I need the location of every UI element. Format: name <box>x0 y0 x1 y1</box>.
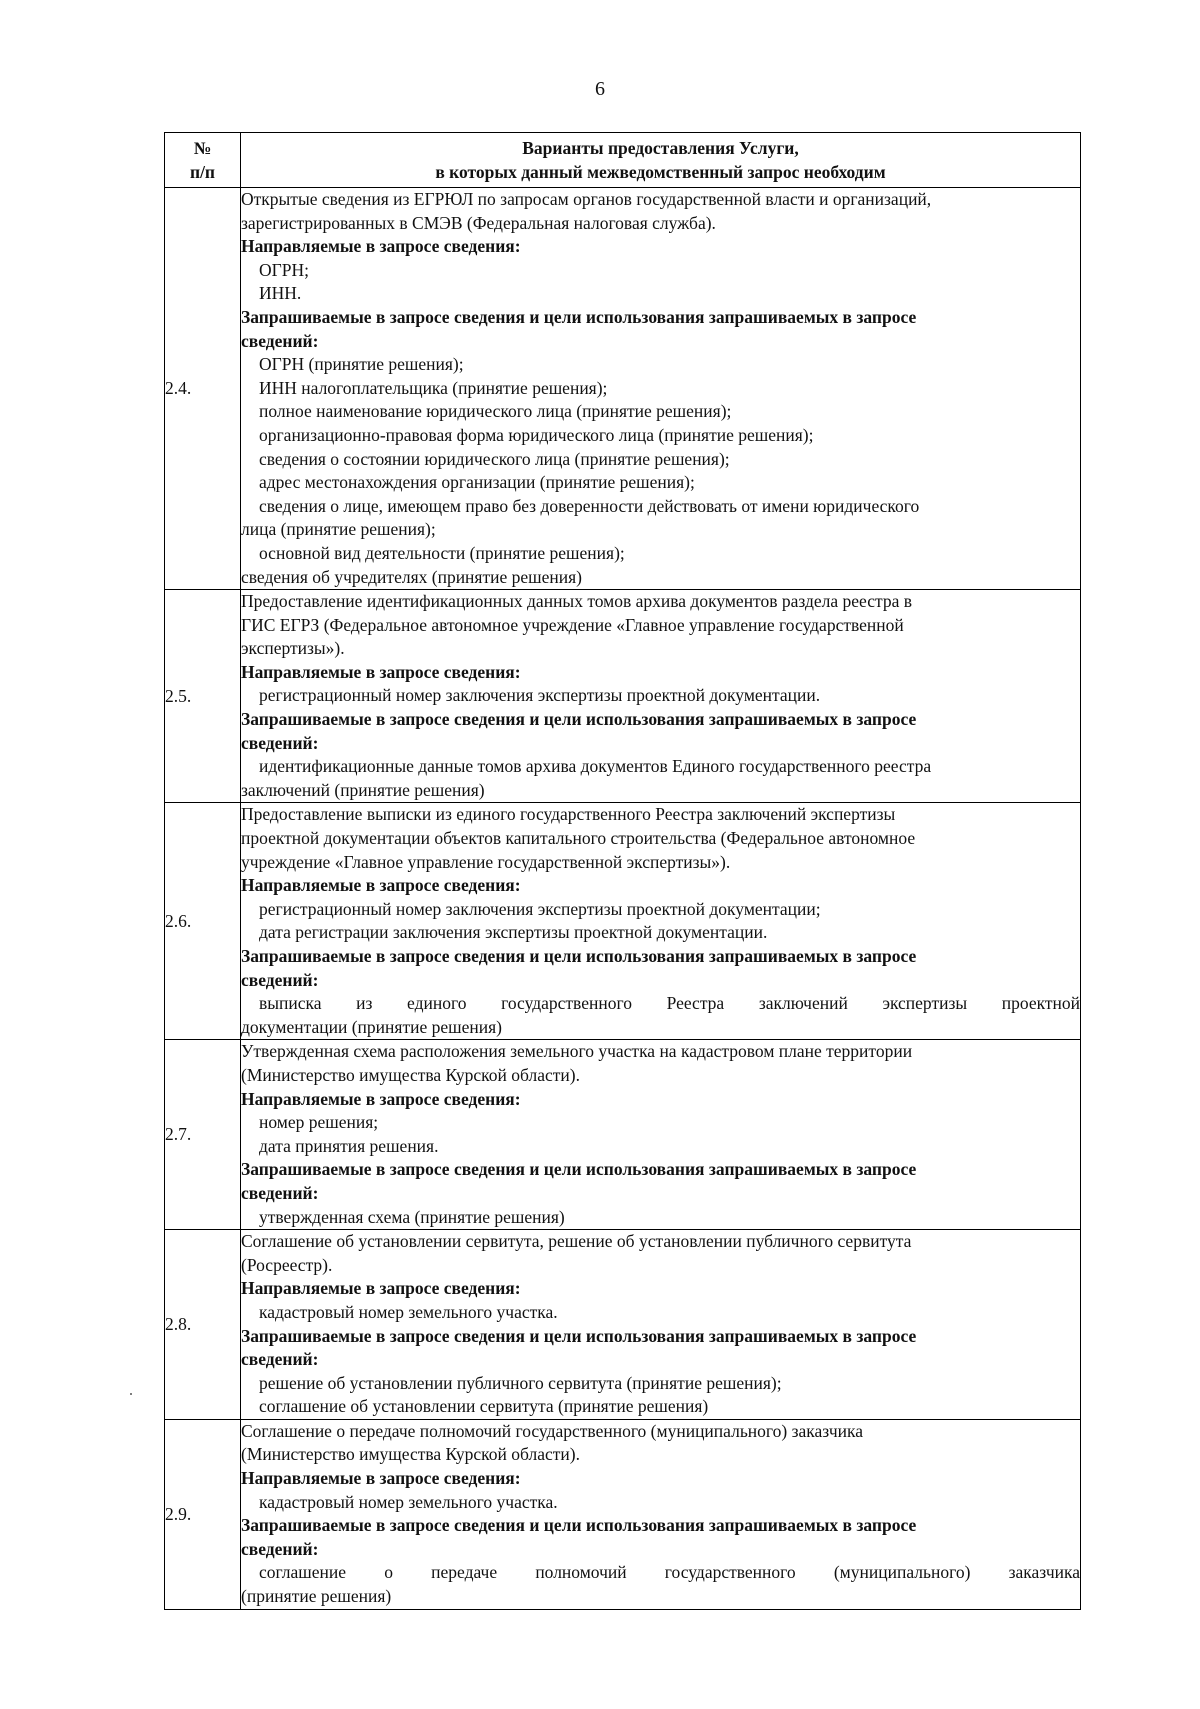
row-intro: (Министерство имущества Курской области). <box>241 1064 580 1085</box>
row-number: 2.5. <box>165 590 241 803</box>
table-row <box>165 1419 1081 1609</box>
requested-heading: сведений: <box>241 1182 319 1203</box>
requested-item: решение об установлении публичного сервитута (принятие решения); <box>259 1372 782 1393</box>
requested-heading: сведений: <box>241 1349 319 1370</box>
table-row <box>165 803 1081 1040</box>
requested-item: адрес местонахождения организации (принятие решения); <box>259 472 695 493</box>
page-number: 6 <box>595 78 605 100</box>
row-content <box>241 1419 1081 1609</box>
requested-item: утвержденная схема (принятие решения) <box>259 1206 565 1227</box>
requested-heading: Запрашиваемые в запросе сведения и цели использования запрашиваемых в запросе <box>241 709 917 730</box>
table-row <box>165 590 1081 803</box>
sent-item: регистрационный номер заключения экспертизы проектной документации; <box>259 898 821 919</box>
services-table <box>164 132 1081 1610</box>
sent-item: регистрационный номер заключения экспертизы проектной документации. <box>259 685 821 706</box>
row-content <box>241 1230 1081 1420</box>
table-header-row <box>165 133 1081 188</box>
row-intro: Соглашение о передаче полномочий государственного (муниципального) заказчика <box>241 1420 864 1441</box>
row-number: 2.6. <box>165 803 241 1040</box>
header-number-line1: № <box>193 138 212 158</box>
table-row <box>165 1230 1081 1420</box>
row-intro: Утвержденная схема расположения земельного участка на кадастровом плане территории <box>241 1041 913 1062</box>
row-number: 2.4. <box>165 188 241 590</box>
header-number-cell <box>165 133 241 188</box>
sent-item: номер решения; <box>259 1112 379 1133</box>
sent-item: кадастровый номер земельного участка. <box>259 1301 558 1322</box>
sent-heading: Направляемые в запросе сведения: <box>241 1278 521 1299</box>
header-number-line2: п/п <box>189 162 216 182</box>
requested-heading: Запрашиваемые в запросе сведения и цели использования запрашиваемых в запросе <box>241 1515 917 1536</box>
requested-item: заключений (принятие решения) <box>241 779 485 800</box>
requested-item: ИНН налогоплательщика (принятие решения); <box>259 377 608 398</box>
row-intro: Открытые сведения из ЕГРЮЛ по запросам органов государственной власти и организаций, <box>241 189 932 209</box>
requested-item: (принятие решения) <box>241 1586 392 1607</box>
sent-heading: Направляемые в запросе сведения: <box>241 1468 521 1489</box>
header-variants-cell <box>241 133 1081 188</box>
requested-item: лица (принятие решения); <box>241 519 436 540</box>
requested-heading: Запрашиваемые в запросе сведения и цели использования запрашиваемых в запросе <box>241 306 917 327</box>
requested-item: основной вид деятельности (принятие решения); <box>259 542 625 563</box>
requested-item: сведения о состоянии юридического лица (принятие решения); <box>259 448 730 469</box>
row-content <box>241 803 1081 1040</box>
row-content <box>241 188 1081 590</box>
requested-item: полное наименование юридического лица (принятие решения); <box>259 401 732 422</box>
sent-item: ОГРН; <box>259 259 309 280</box>
row-content <box>241 590 1081 803</box>
requested-item: соглашение о передаче полномочий государственного (муниципального) заказчика <box>259 1562 1080 1583</box>
row-intro: ГИС ЕГРЗ (Федеральное автономное учреждение «Главное управление государственной <box>241 614 904 635</box>
row-intro: Предоставление идентификационных данных томов архива документов раздела реестра в <box>241 591 913 612</box>
sent-item: дата принятия решения. <box>259 1135 439 1156</box>
sent-heading: Направляемые в запросе сведения: <box>241 875 521 896</box>
sent-item: кадастровый номер земельного участка. <box>259 1491 558 1512</box>
requested-heading: сведений: <box>241 969 319 990</box>
sent-heading: Направляемые в запросе сведения: <box>241 236 521 257</box>
sent-heading: Направляемые в запросе сведения: <box>241 661 521 682</box>
requested-heading: сведений: <box>241 1538 319 1559</box>
row-intro: (Росреестр). <box>241 1254 333 1275</box>
row-number: 2.9. <box>165 1419 241 1609</box>
requested-item: идентификационные данные томов архива документов Единого государственного реестра <box>259 756 932 777</box>
requested-item: сведения о лице, имеющем право без доверенности действовать от имени юридического <box>259 495 920 516</box>
scan-artifact-dot <box>130 1393 132 1395</box>
row-intro: Предоставление выписки из единого государственного Реестра заключений экспертизы <box>241 804 896 825</box>
header-variants-line1: Варианты предоставления Услуги, <box>522 138 799 158</box>
row-intro: Соглашение об установлении сервитута, решение об установлении публичного сервитута <box>241 1231 912 1252</box>
sent-item: ИНН. <box>259 283 302 304</box>
requested-item: ОГРН (принятие решения); <box>259 354 464 375</box>
requested-heading: Запрашиваемые в запросе сведения и цели использования запрашиваемых в запросе <box>241 1159 917 1180</box>
table-row <box>165 1040 1081 1230</box>
row-intro: проектной документации объектов капитального строительства (Федеральное автономное <box>241 828 916 849</box>
header-variants-line2: в которых данный межведомственный запрос необходим <box>435 162 886 182</box>
table-row <box>165 188 1081 590</box>
requested-heading: Запрашиваемые в запросе сведения и цели использования запрашиваемых в запросе <box>241 946 917 966</box>
row-number: 2.8. <box>165 1230 241 1420</box>
row-intro: зарегистрированных в СМЭВ (Федеральная налоговая служба). <box>241 212 716 233</box>
requested-item: сведения об учредителях (принятие решения) <box>241 566 582 587</box>
requested-item: организационно-правовая форма юридического лица (принятие решения); <box>259 424 814 445</box>
requested-heading: Запрашиваемые в запросе сведения и цели использования запрашиваемых в запросе <box>241 1325 917 1346</box>
requested-item: выписка из единого государственного Реестра заключений экспертизы проектной <box>259 993 1080 1014</box>
requested-heading: сведений: <box>241 330 319 351</box>
row-intro: экспертизы»). <box>241 638 345 659</box>
sent-heading: Направляемые в запросе сведения: <box>241 1088 521 1109</box>
row-intro: (Министерство имущества Курской области). <box>241 1444 580 1465</box>
row-number: 2.7. <box>165 1040 241 1230</box>
requested-item: соглашение об установлении сервитута (принятие решения) <box>259 1396 709 1417</box>
requested-item: документации (принятие решения) <box>241 1016 502 1037</box>
sent-item: дата регистрации заключения экспертизы проектной документации. <box>259 922 768 943</box>
requested-heading: сведений: <box>241 732 319 753</box>
row-content <box>241 1040 1081 1230</box>
row-intro: учреждение «Главное управление государственной экспертизы»). <box>241 851 731 872</box>
